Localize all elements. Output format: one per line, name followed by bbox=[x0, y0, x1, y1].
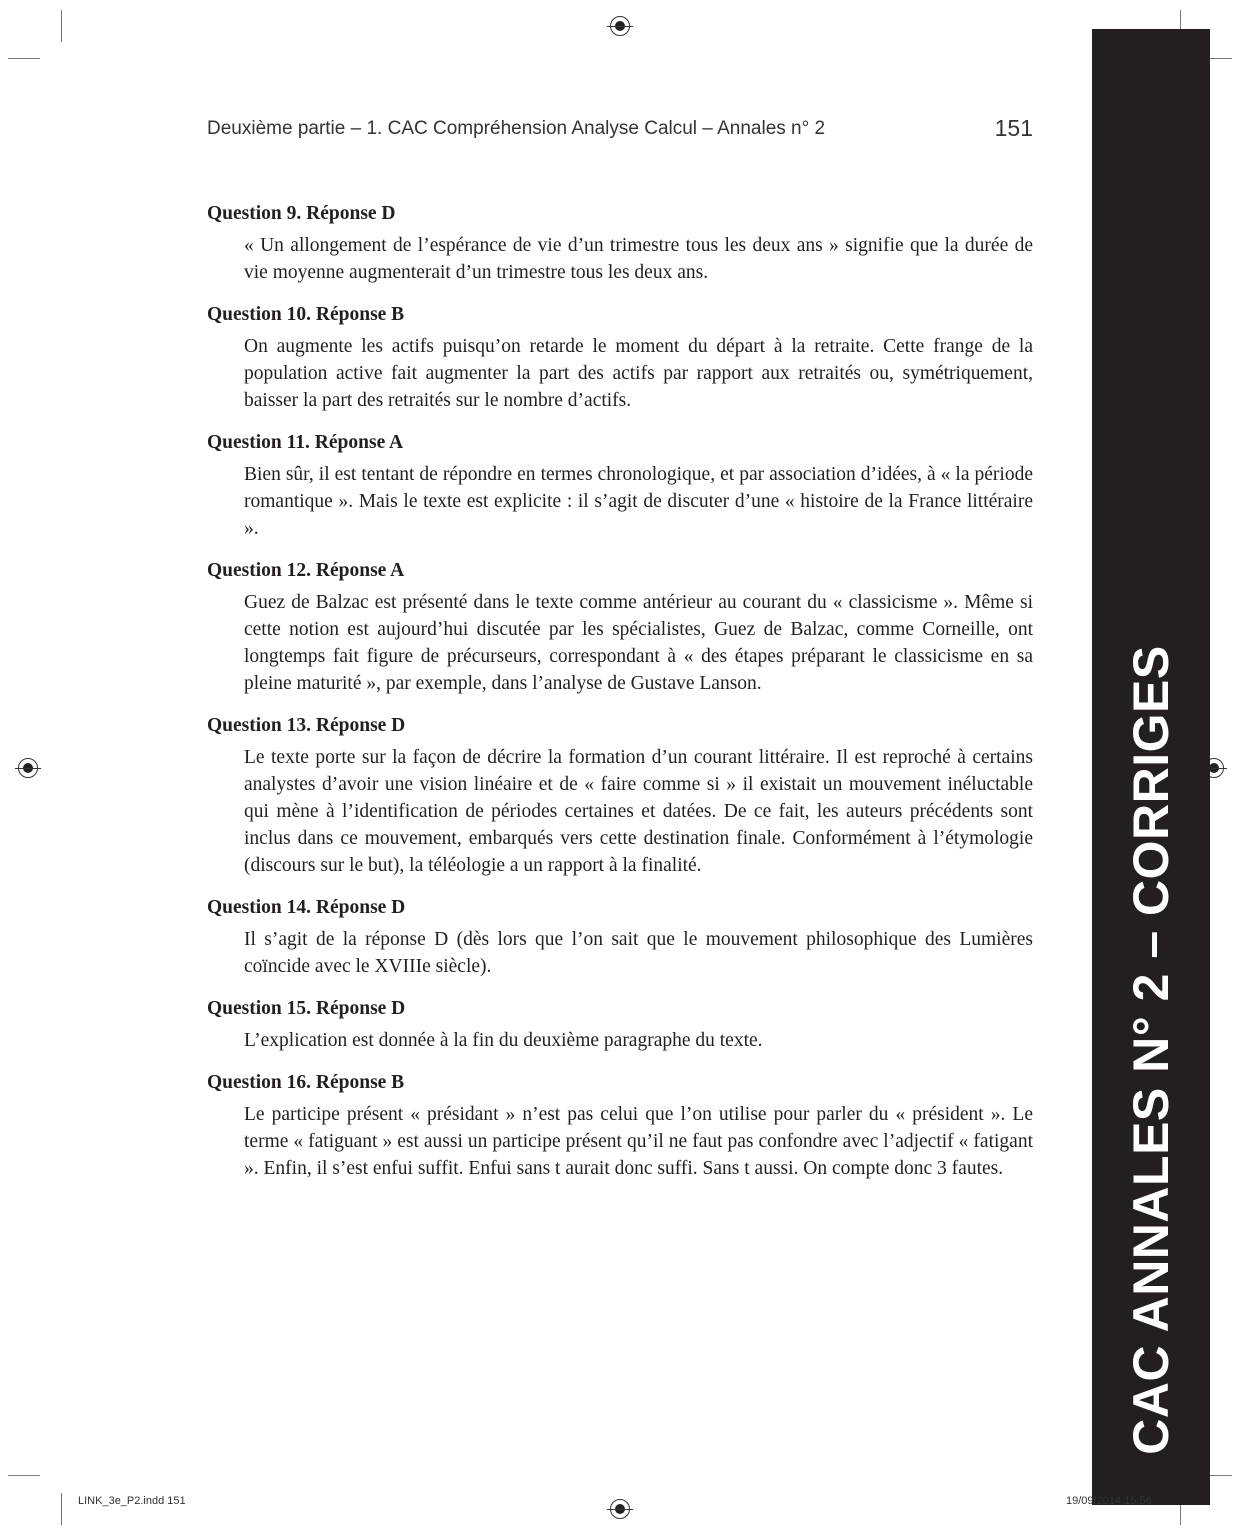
question-block bbox=[207, 995, 1033, 1054]
question-answer-text: L’explication est donnée à la fin du deuxième paragraphe du texte. bbox=[244, 1030, 763, 1051]
running-title: Deuxième partie – 1. CAC Compréhension Analyse Calcul – Annales n° 2 bbox=[207, 118, 826, 139]
question-block bbox=[207, 557, 1033, 697]
slug-file: LINK_3e_P2.indd 151 bbox=[78, 1495, 186, 1507]
question-answer-text: « Un allongement de l’espérance de vie d’un trimestre tous les deux ans » signifie que la durée de vie moyenne augmenterait d’un trimestre tous les deux ans. bbox=[244, 235, 1033, 283]
crop-mark bbox=[8, 1475, 40, 1476]
question-block bbox=[207, 301, 1033, 414]
crop-mark bbox=[61, 10, 62, 42]
question-heading: Question 10. Réponse B bbox=[207, 304, 405, 325]
question-heading: Question 9. Réponse D bbox=[207, 203, 396, 224]
question-answer-text: Bien sûr, il est tentant de répondre en termes chronologique, et par association d’idées, à « la période romantique ». Mais le texte est explicite : il s’agit de discuter d’une « histoire de la France littéraire ». bbox=[244, 464, 1033, 539]
question-heading: Question 12. Réponse A bbox=[207, 560, 405, 581]
question-answer-text: On augmente les actifs puisqu’on retarde le moment du départ à la retraite. Cette frange de la population active fait augmenter la part des actifs par rapport aux retraités ou, symétriquement, baisser la part des retraités sur le nombre d’actifs. bbox=[244, 336, 1033, 411]
registration-mark-icon bbox=[610, 1499, 630, 1519]
registration-mark-icon bbox=[610, 16, 630, 36]
question-heading: Question 15. Réponse D bbox=[207, 998, 406, 1019]
question-answer-text: Le participe présent « présidant » n’est pas celui que l’on utilise pour parler du « président ». Le terme « fatiguant » est aussi un participe présent qu’il ne faut pas confondre avec l’adjectif « fatigant ». Enfin, il s’est enfui suffit. Enfui sans t aurait donc suffi. Sans t aussi. On compte donc 3 fautes. bbox=[244, 1104, 1033, 1179]
question-block bbox=[207, 200, 1033, 286]
question-block bbox=[207, 1069, 1033, 1182]
page-number: 151 bbox=[994, 115, 1033, 141]
registration-mark-icon bbox=[18, 758, 38, 778]
question-heading: Question 14. Réponse D bbox=[207, 897, 406, 918]
answers-content bbox=[207, 200, 1033, 1197]
question-answer-text: Il s’agit de la réponse D (dès lors que l’on sait que le mouvement philosophique des Lumières coïncide avec le XVIIIe siècle). bbox=[244, 929, 1033, 977]
question-heading: Question 11. Réponse A bbox=[207, 432, 404, 453]
question-answer-text: Le texte porte sur la façon de décrire la formation d’un courant littéraire. Il est reproché à certains analystes d’avoir une vision linéaire et de « faire comme si » il existait un mouvement inéluctable qui mène à l’identification de périodes certaines et datées. De ce fait, les auteurs précédents sont inclus dans ce mouvement, embarqués vers cette destination finale. Conformément à l’étymologie (discours sur le but), la téléologie a un rapport à la finalité. bbox=[244, 747, 1033, 876]
question-block bbox=[207, 894, 1033, 980]
side-tab-label: CAC ANNALES N° 2 – CORRIGES bbox=[1123, 645, 1179, 1455]
crop-mark bbox=[61, 1493, 62, 1525]
question-heading: Question 16. Réponse B bbox=[207, 1072, 405, 1093]
question-heading: Question 13. Réponse D bbox=[207, 715, 406, 736]
question-block bbox=[207, 429, 1033, 542]
question-block bbox=[207, 712, 1033, 879]
question-answer-text: Guez de Balzac est présenté dans le texte comme antérieur au courant du « classicisme ». Même si cette notion est aujourd’hui discutée par les spécialistes, Guez de Balzac, comme Corneille, ont longtemps fait figure de précurseurs, correspondant à « des étapes préparant le classicisme en sa pleine maturité », par exemple, dans l’analyse de Gustave Lanson. bbox=[244, 592, 1033, 694]
slug-date: 19/09/2014 15:56 bbox=[1066, 1495, 1152, 1507]
crop-mark bbox=[8, 58, 40, 59]
running-header bbox=[207, 115, 1033, 141]
